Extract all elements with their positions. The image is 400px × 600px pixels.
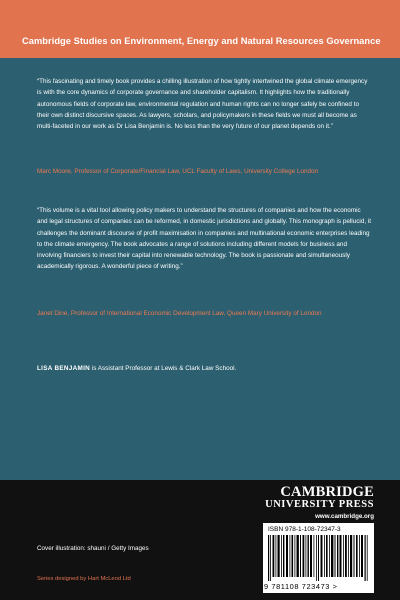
author-bio-text: is Assistant Professor at Lewis & Clark Law School. bbox=[90, 365, 237, 372]
endorsement-quote-2: “This volume is a vital tool allowing policy makers to understand the structures of companies and how the economic and legal structures of companies can be reformed, in domestic jurisdictions and globally. This monograph is pellucid, it challenges the dominant discourse of profit maximisation in companies and multinational economic enterprises leading to the climate emergency. The book advocates a range of solutions including different models for business and involving financiers to invest their capital into renewable technology. The book is passionate and simultaneously academically rigorous. A wonderful piece of writing.” bbox=[37, 207, 372, 271]
isbn-barcode bbox=[263, 523, 374, 593]
barcode-bars bbox=[267, 535, 370, 581]
author-name: LISA BENJAMIN bbox=[37, 365, 91, 372]
author-bio bbox=[37, 363, 373, 374]
endorsement-quote-1: “This fascinating and timely book provides a chilling illustration of how tightly intertwined the global climate emergency is with the core dynamics of corporate governance and shareholder capitalism. It highlights how the traditionally autonomous fields of corporate law, environmental regulation and human rights can no longer safely be confined to their own distinct discursive spaces. As lawyers, scholars, and policymakers in these fields we must all become as multi-faceted in our work as Dr Lisa Benjamin is. No less than the very future of our planet depends on it.” bbox=[37, 78, 368, 131]
cover-illustration-credit: Cover illustration: shauni / Getty Images bbox=[37, 545, 149, 552]
isbn-digits: 9 781108 723473 > bbox=[264, 582, 338, 591]
publisher-name-line1: CAMBRIDGE bbox=[280, 484, 374, 500]
publisher-name-line2: UNIVERSITY PRESS bbox=[265, 499, 374, 510]
endorsement-attribution-1: Marc Moore, Professor of Corporate/Financial Law, UCL Faculty of Laws, University College London bbox=[37, 168, 319, 175]
publisher-url[interactable]: www.cambridge.org bbox=[315, 513, 374, 520]
series-title: Cambridge Studies on Environment, Energy and Natural Resources Governance bbox=[22, 36, 381, 46]
series-banner bbox=[0, 0, 400, 58]
endorsement-attribution-2: Janet Dine, Professor of International Economic Development Law, Queen Mary University of London bbox=[37, 310, 322, 317]
series-design-credit: Series designed by Hart McLeod Ltd bbox=[37, 576, 131, 582]
isbn-label: ISBN 978-1-108-72347-3 bbox=[268, 526, 341, 533]
